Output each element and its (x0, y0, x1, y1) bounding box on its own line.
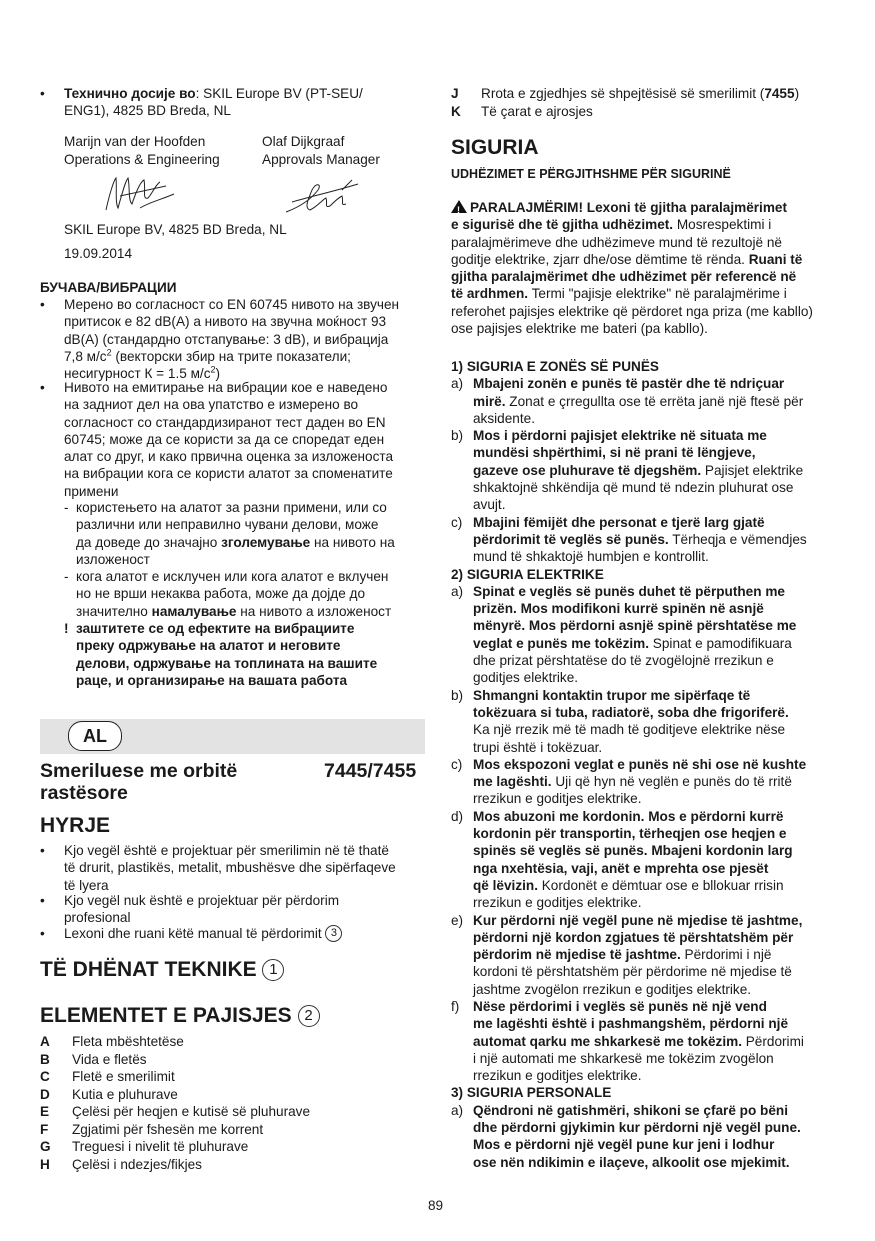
item-text: Përdorimi i një (680, 947, 772, 963)
noise-line: притисок е 82 dB(A) а нивото на звучна моќност 93 (64, 314, 387, 330)
intro-line: Kjo vegël është e projektuar për smerilimin në të thatë (64, 843, 389, 858)
item-bold-line: Qëndroni në gatishmëri, shikoni se çfarë po bëni (473, 1102, 788, 1118)
item-text: Tërheqja e vëmendjes (668, 531, 807, 547)
item-key: a) (451, 376, 464, 392)
general-safety-heading: UDHËZIMET E PËRGJITHSHME PËR SIGURINË (451, 167, 731, 181)
warning-line (451, 216, 841, 233)
warning-text: goditje elektrike, zjarr dhe/ose dëmtime të rënda. (451, 251, 749, 267)
bullet-dot: • (40, 926, 45, 941)
item-line: rrezikun e goditjes elektrike. (473, 791, 642, 807)
item-text: Kordonët e dëmtuar ose e bllokuar rrisin (537, 877, 784, 893)
dash-emphasis: зголемување (221, 534, 311, 550)
item-line: jashtme zvogëlon rrezikun e goditjes elektrike. (473, 981, 752, 997)
item-bold-line: kordonin për transportin, tërheqjen ose heqjen e (473, 826, 787, 842)
vibration-line: согласност со стандардизиранот тест даден во EN (64, 414, 386, 430)
element-text: Treguesi i nivelit të pluhurave (72, 1139, 249, 1154)
warning-line (451, 251, 841, 268)
dash-text: на нивото а изложеност (236, 603, 392, 619)
warning-emphasis: të ardhmen. (451, 286, 529, 302)
element-model: 7455 (764, 86, 795, 101)
item-bold-text: mirë. (473, 393, 506, 409)
list-item (40, 1156, 420, 1174)
list-item (40, 1051, 420, 1069)
warning-paragraph (451, 199, 841, 337)
warning-line: gjitha paralajmërimet dhe udhëzimet për referencë në (451, 269, 797, 285)
tech-file-text: : SKIL Europe BV (PT-SEU/ (195, 86, 363, 101)
advice-line: преку одржување на алатот и неговите (76, 638, 341, 654)
item-key: a) (451, 1102, 464, 1118)
signatory-1-name: Marijn van der Hoofden (64, 134, 206, 149)
element-key: F (40, 1121, 49, 1137)
item-bold-text: me lagështi. (473, 774, 552, 790)
section-heading: 2) SIGURIA ELEKTRIKE (451, 566, 604, 582)
warning-emphasis: e sigurisë dhe të gjitha udhëzimet. (451, 217, 674, 233)
item-bold-line: dhe përdorni gjykimin kur përdorni një vegël pune. (473, 1120, 801, 1136)
warning-line: paralajmërimeve dhe udhëzimeve mund të rezultojë në (451, 234, 782, 250)
language-code-badge: AL (68, 721, 122, 751)
item-line: goditjes elektrike. (473, 670, 579, 686)
item-text: Pajisjet elektrike (701, 462, 804, 478)
noise-paragraph (64, 296, 434, 382)
exclamation-marker: ! (64, 621, 69, 636)
intro-heading: HYRJE (40, 814, 111, 837)
item-line: shkaktojnë shkëndija që mund të ndezin pluhurat ose (473, 480, 794, 496)
noise-heading: БУЧАВА/ВИБРАЦИИ (40, 280, 177, 295)
section-heading: 3) SIGURIA PERSONALE (451, 1085, 612, 1101)
dash-line: користењето на алатот за разни примени, или со (76, 500, 387, 515)
bullet-dot: • (40, 893, 45, 908)
item-line: avujt. (473, 497, 506, 513)
intro-line: profesional (64, 910, 131, 926)
item-bold-line: Mos abuzoni me kordonin. Mos e përdorni kurrë (473, 808, 784, 824)
element-text: Vida e fletës (72, 1051, 147, 1067)
product-title-line1: Smeriluese me orbitë (40, 760, 238, 782)
item-bold-line: nga nxehtësia, vaji, anët e mprehta ose pjesët (473, 860, 769, 876)
safety-heading: SIGURIA (451, 136, 539, 159)
vibration-paragraph (64, 379, 434, 500)
list-item (40, 1138, 420, 1156)
item-bold-line: Shmangni kontaktin trupor me sipërfaqe të (473, 687, 751, 703)
warning-text: Mosrespektimi i (673, 217, 772, 233)
list-item (40, 1121, 420, 1139)
item-text: Spinat e pamodifikuara (649, 635, 792, 651)
safety-sections (451, 358, 846, 1171)
intro-bullet-3 (64, 925, 434, 942)
element-key: H (40, 1156, 50, 1172)
tech-data-heading (40, 958, 284, 982)
noise-text: ) (215, 366, 221, 382)
item-bold-text: gazeve ose pluhurave të djegshëm. (473, 462, 702, 478)
warning-text: PARALAJMËRIM! Lexoni të gjitha paralajmërimet (470, 200, 787, 215)
vibration-line: алат со друг, и како првична оценка за изложеноста (64, 449, 394, 465)
list-item (451, 375, 846, 427)
noise-value: несигурност К = 1.5 м/с (64, 366, 211, 382)
figure-ref-3: 3 (325, 925, 342, 942)
item-bold-line: prizën. Mos modifikoni kurrë spinën në asnjë (473, 601, 764, 617)
dash-line: различни или неправилно чувани делови, може (76, 517, 379, 533)
list-item (40, 1103, 420, 1121)
item-mixed-line (473, 877, 846, 894)
item-key: c) (451, 514, 463, 530)
signatory-2-title: Approvals Manager (262, 152, 380, 167)
dash-line (76, 603, 436, 620)
list-item (451, 427, 846, 513)
item-bold-line: mundësi shpërthimi, si në prani të lëngjeve, (473, 445, 756, 461)
tech-file-line1 (64, 85, 404, 102)
item-mixed-line (473, 462, 846, 479)
list-item (40, 1033, 420, 1051)
superscript: 2 (106, 347, 112, 358)
elements-heading-text: ELEMENTET E PAJISJES (40, 1004, 298, 1027)
list-item (451, 808, 846, 912)
figure-ref-2: 2 (298, 1005, 320, 1027)
list-item (451, 998, 846, 1084)
item-key: a) (451, 583, 464, 599)
intro-line: Lexoni dhe ruani këtë manual të përdorimit (64, 926, 326, 941)
item-mixed-line (473, 946, 846, 963)
signatory-1-title: Operations & Engineering (64, 152, 220, 167)
dash-marker: - (64, 569, 69, 584)
item-bold-text: veglat e punës me tokëzim. (473, 635, 650, 651)
item-line: Ka një rrezik më të madh të goditjeve elektrike nëse (473, 722, 786, 738)
list-item (451, 1102, 846, 1171)
page-number: 89 (428, 1198, 444, 1213)
item-line: rrezikun e goditjes elektrike. (473, 895, 642, 911)
item-key: d) (451, 808, 464, 824)
element-text: Çelësi i ndezjes/fikjes (72, 1156, 202, 1172)
bullet-dot: • (40, 380, 45, 395)
vibration-line: примени (64, 483, 119, 499)
item-key: c) (451, 756, 463, 772)
item-key: b) (451, 428, 464, 444)
item-bold-line: Spinat e veglës së punës duhet të përputhen me (473, 583, 785, 599)
list-item (40, 1086, 420, 1104)
list-item (451, 687, 846, 756)
item-text: Përdorimi (741, 1033, 804, 1049)
signatory-2-name: Olaf Dijkgraaf (262, 134, 345, 149)
tech-file-label: Технично досије во (64, 86, 196, 101)
intro-bullet-2 (64, 892, 434, 927)
warning-triangle-icon: ! (451, 200, 467, 213)
list-item (451, 756, 846, 808)
item-line: aksidente. (473, 410, 535, 426)
item-bold-line: përdorni një kordon zgjatues të përshtatshëm për (473, 929, 794, 945)
tech-file-line2: ENG1), 4825 BD Breda, NL (64, 103, 231, 118)
dash-line: изложеност (76, 551, 150, 567)
noise-line (64, 348, 434, 365)
elements-heading (40, 1004, 320, 1028)
element-text: Fletë e smerilimit (72, 1069, 175, 1084)
item-bold-line: Mbajeni zonën e punës të pastër dhe të ndriçuar (473, 376, 785, 392)
warning-line: referohet pajisjes elektrike që përdoret nga priza (me kabllo) (451, 303, 813, 319)
list-item (451, 583, 846, 687)
element-key: K (451, 103, 461, 119)
item-line: rrezikun e goditjes elektrike. (473, 1068, 642, 1084)
list-item (451, 103, 841, 121)
advice-line: делови, одржување на топлината на вашите (76, 655, 378, 671)
element-key: D (40, 1086, 50, 1102)
item-mixed-line (473, 393, 846, 410)
list-item (451, 85, 841, 103)
item-key: e) (451, 912, 464, 928)
element-key: J (451, 86, 459, 101)
warning-line (451, 285, 841, 302)
list-item (40, 1068, 420, 1086)
item-bold-line: Mos ekspozoni veglat e punës në shi ose në kushte (473, 756, 807, 772)
signature-1-image (100, 172, 180, 216)
advice-line: раце, и организирање на вашата работа (76, 672, 348, 688)
intro-line: të lyera (64, 877, 109, 893)
element-text (481, 85, 799, 102)
dash-text: на нивото на (310, 534, 395, 550)
product-title-line2: rastësore (40, 782, 128, 804)
item-line: kordoni të përshtatshëm për përdorime në mjedise të (473, 964, 792, 980)
declaration-date: 19.09.2014 (64, 246, 133, 261)
vibration-line: 60745; може да се користи за да се споредат еден (64, 431, 385, 447)
dash-item-2 (76, 568, 436, 620)
item-bold-line: Mos i përdorni pajisjet elektrike në situata me (473, 428, 767, 444)
dash-item-1 (76, 499, 436, 568)
section-heading: 1) SIGURIA E ZONËS SË PUNËS (451, 359, 659, 374)
noise-text: (векторски збир на трите показатели; (111, 348, 351, 364)
intro-line: të drurit, plastikës, metalit, mbushësve dhe sipërfaqeve (64, 860, 396, 876)
item-bold-line: Kur përdorni një vegël pune në mjedise të jashtme, (473, 912, 803, 928)
item-text: Uji që hyn në veglën e punës do të rritë (551, 774, 792, 790)
vibration-line: на вибрации кога се користи алатот за споменатите (64, 466, 393, 482)
noise-line: dB(A) (стандардно отстапување: 3 dB), и вибрација (64, 331, 389, 347)
element-text: Kutia e pluhurave (72, 1086, 178, 1102)
item-bold-line: mënyrë. Mos përdorni asnjë spinë përshtatëse me (473, 618, 797, 634)
item-bold-line: spinës së veglës së punës. Mbajeni kordonin larg (473, 843, 793, 859)
dash-line (76, 534, 436, 551)
superscript: 2 (210, 364, 216, 375)
item-bold-text: përdorim në mjedise të jashtme. (473, 947, 681, 963)
element-key: A (40, 1034, 50, 1049)
noise-line: Мерено во согласност со EN 60745 нивото на звучен (64, 297, 400, 312)
item-bold-text: automat qarku me shkarkesë me tokëzim. (473, 1033, 742, 1049)
dash-emphasis: намалување (151, 603, 237, 619)
element-text: Fleta mbështetëse (72, 1034, 184, 1049)
signature-2-image (282, 176, 364, 218)
tech-data-heading-text: TË DHËNAT TEKNIKE (40, 958, 263, 981)
element-key: C (40, 1069, 50, 1084)
item-bold-line: me lagështi është i pashmangshëm, përdorni një (473, 1016, 789, 1032)
bullet-dot: • (40, 86, 45, 101)
company-address: SKIL Europe BV, 4825 BD Breda, NL (64, 222, 287, 237)
noise-value: 7,8 м/с (64, 348, 107, 364)
figure-ref-1: 1 (262, 959, 284, 981)
protection-advice (76, 620, 436, 689)
dash-marker: - (64, 500, 69, 515)
dash-line: но не врши некаква работа, може да дојде до (76, 586, 366, 602)
warning-emphasis: Ruani të (748, 251, 803, 267)
list-item (451, 912, 846, 998)
item-mixed-line (473, 773, 846, 790)
bullet-dot: • (40, 297, 45, 312)
elements-list-continued (451, 85, 841, 120)
element-text-part: Rrota e zgjedhjes së shpejtësisë së smerilimit ( (481, 86, 765, 101)
warning-line: ose pajisjes elektrike me bateri (pa kabllo). (451, 321, 708, 337)
element-text: Çelësi për heqjen e kutisë së pluhurave (72, 1104, 311, 1119)
item-line: mund të shkaktojë humbjen e kontrollit. (473, 549, 709, 565)
item-line: dhe prizat përshtatëse do të zvogëlojnë rrezikun e (473, 653, 774, 669)
elements-list (40, 1033, 420, 1173)
element-text: Të çarat e ajrosjes (481, 103, 593, 119)
item-bold-line: Nëse përdorimi i veglës së punës në një vend (473, 998, 767, 1014)
bullet-dot: • (40, 843, 45, 858)
item-bold-line: ose nën ndikimin e ilaçeve, alkoolit ose mjekimit. (473, 1154, 790, 1170)
item-text: Zonat e çrregullta ose të errëta janë një ftesë për (505, 393, 804, 409)
dash-text: да доведе до значајно (76, 534, 222, 550)
item-line: i një automati me shkarkesë me tokëzim zvogëlon (473, 1050, 774, 1066)
vibration-line: на задниот дел на ова упатство е измерено во (64, 397, 359, 413)
element-key: B (40, 1051, 50, 1067)
item-mixed-line (473, 531, 846, 548)
dash-line: кога алатот е исклучен или кога алатот е вклучен (76, 569, 389, 584)
vibration-line: Нивото на емитирање на вибрации кое е наведено (64, 380, 388, 395)
item-bold-text: që lëvizin. (473, 877, 538, 893)
intro-line: Kjo vegël nuk është e projektuar për përdorim (64, 893, 340, 908)
element-key: G (40, 1139, 51, 1154)
dash-text: значително (76, 603, 152, 619)
item-bold-text: përdorimit të veglës së punës. (473, 531, 669, 547)
warning-line (451, 199, 841, 216)
advice-line: заштитете се од ефектите на вибрациите (76, 621, 355, 636)
element-text-part: ) (794, 86, 800, 101)
item-key: b) (451, 687, 464, 703)
element-text: Zgjatimi për fshesën me korrent (72, 1121, 264, 1137)
element-key: E (40, 1104, 50, 1119)
item-mixed-line (473, 1033, 846, 1050)
item-mixed-line (473, 635, 846, 652)
item-bold-line: Mbajini fëmijët dhe personat e tjerë larg gjatë (473, 514, 765, 530)
item-bold-line: tokëzuara si tuba, radiatorë, soba dhe frigoriferë. (473, 704, 789, 720)
warning-text: Termi "pajisje elektrike" në paralajmërime i (528, 286, 787, 302)
item-line: trupi është i tokëzuar. (473, 739, 603, 755)
product-model: 7445/7455 (324, 760, 417, 782)
intro-bullet-1 (64, 842, 434, 894)
item-key: f) (451, 998, 460, 1014)
item-bold-line: Mos e përdorni një vegël pune kur jeni i lodhur (473, 1137, 775, 1153)
list-item (451, 514, 846, 566)
